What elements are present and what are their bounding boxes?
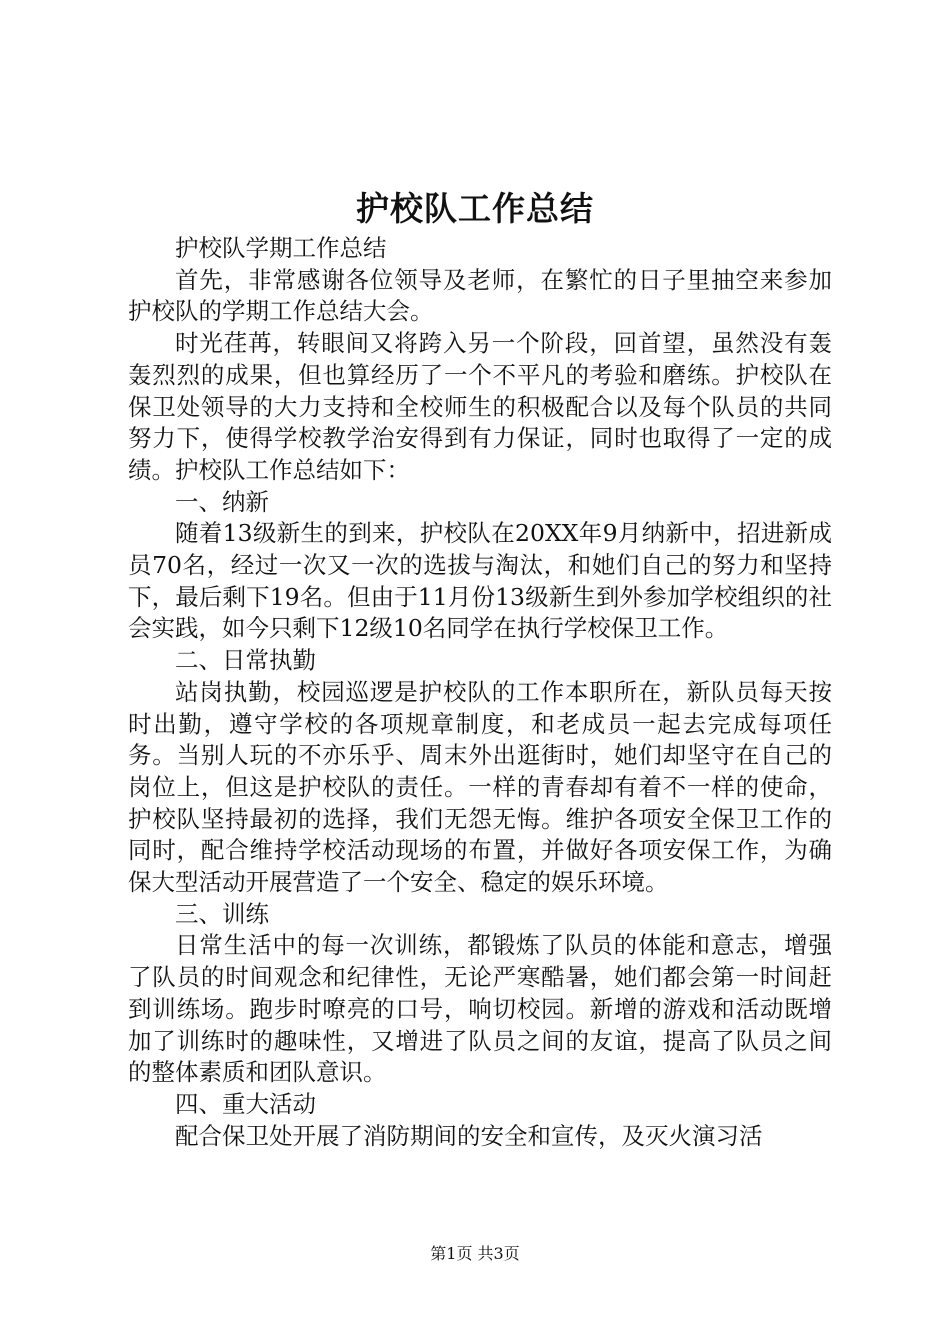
document-title: 护校队工作总结 [356,189,594,228]
section-heading-training: 三、训练 [175,899,269,928]
paragraph-recruitment: 随着13级新生的到来，护校队在20XX年9月纳新中，招进新成员70名，经过一次又一次的选拔与淘汰，和她们自己的努力和坚持下，最后剩下19名。但由于11月份13级新生到外参加学校组织的社会实践，如今只剩下12级10名同学在执行学校保卫工作。 [128,519,832,643]
page-number-footer: 第1页 共3页 [430,1244,520,1263]
section-heading-daily-duty: 二、日常执勤 [175,646,316,675]
paragraph-overview: 时光荏苒，转眼间又将跨入另一个阶段，回首望，虽然没有轰轰烈烈的成果，但也算经历了一个不平凡的考验和磨练。护校队在保卫处领导的大力支持和全校师生的积极配合以及每个队员的共同努力下，使得学校教学治安得到有力保证，同时也取得了一定的成绩。护校队工作总结如下： [128,329,832,484]
paragraph-major-events: 配合保卫处开展了消防期间的安全和宣传，及灭火演习活 [175,1121,763,1150]
paragraph-daily-duty: 站岗执勤，校园巡逻是护校队的工作本职所在，新队员每天按时出勤，遵守学校的各项规章制度，和老成员一起去完成每项任务。当别人玩的不亦乐乎、周末外出逛街时，她们却坚守在自己的岗位上，但这是护校队的责任。一样的青春却有着不一样的使命，护校队坚持最初的选择，我们无怨无悔。维护各项安全保卫工作的同时，配合维持学校活动现场的布置，并做好各项安保工作，为确保大型活动开展营造了一个安全、稳定的娱乐环境。 [128,677,832,897]
paragraph-opening: 首先，非常感谢各位领导及老师，在繁忙的日子里抽空来参加护校队的学期工作总结大会。 [128,265,832,326]
document-body [128,233,832,1152]
paragraph-training: 日常生活中的每一次训练，都锻炼了队员的体能和意志，增强了队员的时间观念和纪律性，无论严寒酷暑，她们都会第一时间赶到训练场。跑步时嘹亮的口号，响切校园。新增的游戏和活动既增加了训练时的趣味性，又增进了队员之间的友谊，提高了队员之间的整体素质和团队意识。 [128,931,832,1087]
section-heading-major-events: 四、重大活动 [175,1089,316,1118]
section-heading-recruitment: 一、纳新 [175,487,269,516]
paragraph-subtitle: 护校队学期工作总结 [175,234,387,262]
